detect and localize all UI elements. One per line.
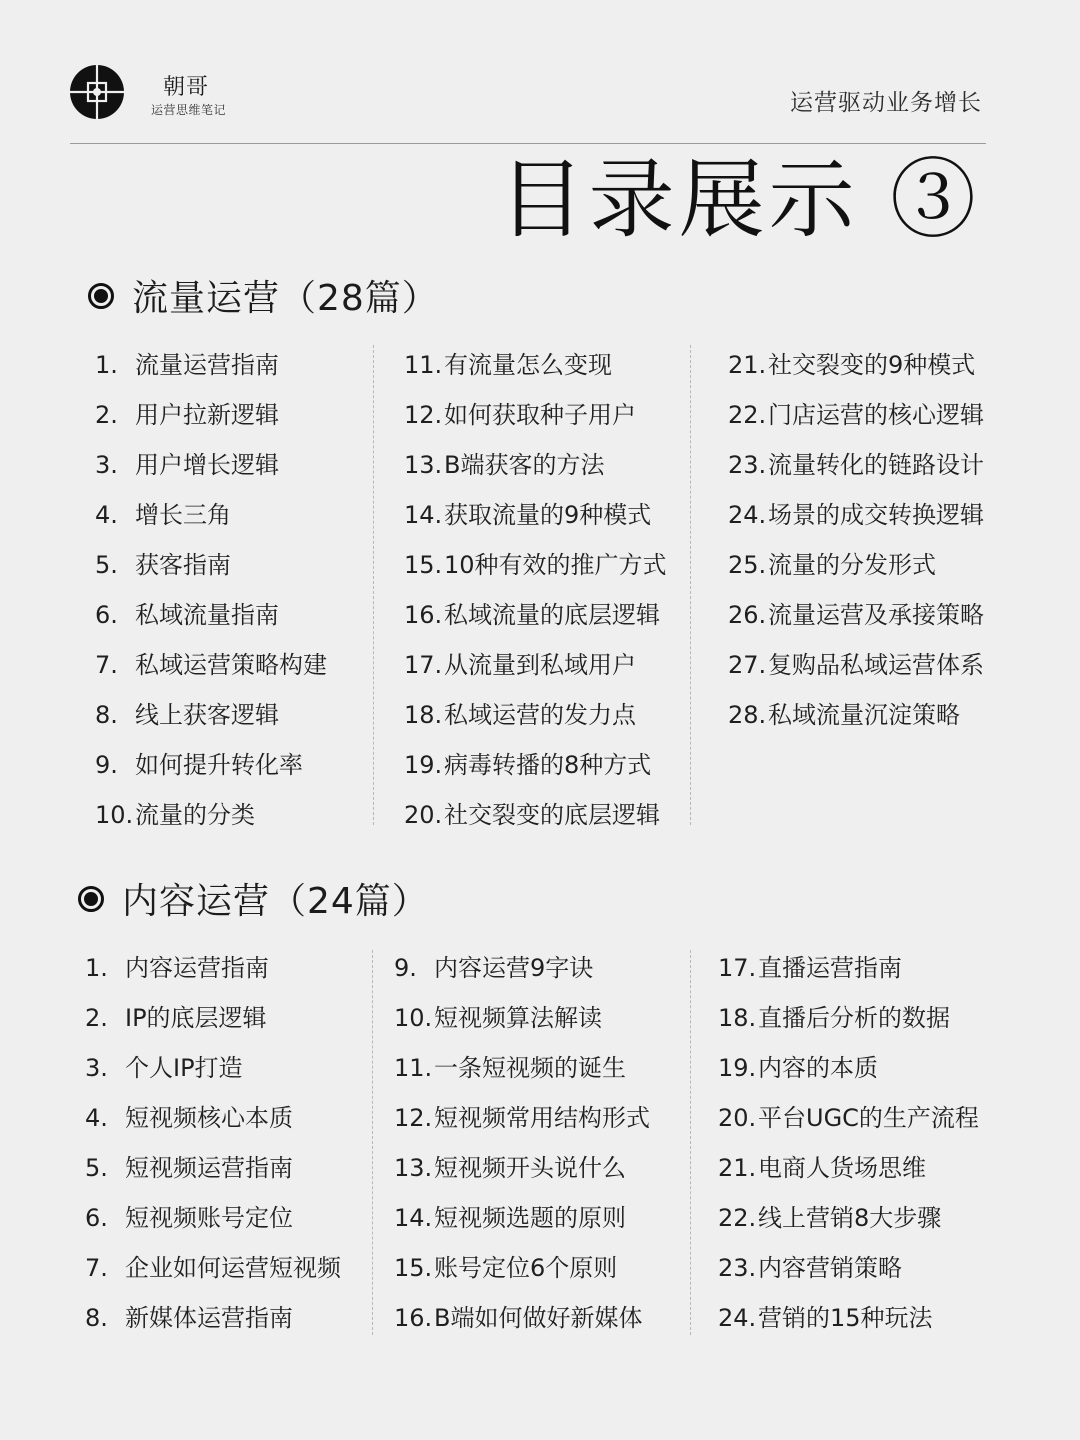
radio-bullet-icon <box>78 886 104 912</box>
toc-item-title: 私域流量的底层逻辑 <box>444 601 660 629</box>
toc-item-number: 6. <box>95 601 118 629</box>
toc-item <box>95 440 327 490</box>
toc-item-number: 1. <box>85 954 108 982</box>
toc-item-number: 23. <box>718 1254 757 1282</box>
toc-item-title: 账号定位6个原则 <box>434 1254 618 1282</box>
toc-item <box>404 340 667 390</box>
toc-item-number: 4. <box>95 501 118 529</box>
toc-item-title: 场景的成交转换逻辑 <box>768 501 984 529</box>
toc-item-number: 7. <box>85 1254 108 1282</box>
toc-item-title: 有流量怎么变现 <box>444 351 612 379</box>
column-divider <box>690 950 691 1335</box>
slogan: 运营驱动业务增长 <box>790 90 982 116</box>
toc-item-title: 电商人货场思维 <box>758 1154 926 1182</box>
toc-item-title: 社交裂变的底层逻辑 <box>444 801 660 829</box>
toc-item-number: 21. <box>728 351 767 379</box>
toc-item-title: 短视频选题的原则 <box>434 1204 626 1232</box>
toc-item <box>404 390 667 440</box>
toc-item-title: 短视频常用结构形式 <box>434 1104 650 1132</box>
toc-item <box>85 1143 341 1193</box>
toc-item <box>728 490 984 540</box>
toc-item-number: 17. <box>404 651 443 679</box>
toc-item-number: 27. <box>728 651 767 679</box>
toc-item <box>95 590 327 640</box>
toc-item-number: 24. <box>728 501 767 529</box>
toc-item-number: 14. <box>394 1204 433 1232</box>
toc-item-number: 8. <box>85 1304 108 1332</box>
logo-icon <box>70 65 124 119</box>
toc-item-title: 如何获取种子用户 <box>444 401 636 429</box>
toc-item-title: 线上营销8大步骤 <box>758 1204 942 1232</box>
toc-item-number: 28. <box>728 701 767 729</box>
toc-item-title: 内容营销策略 <box>758 1254 902 1282</box>
toc-item-number: 15. <box>404 551 443 579</box>
toc-item <box>718 1043 979 1093</box>
toc-item <box>728 590 984 640</box>
toc-item <box>95 640 327 690</box>
toc-item-title: 内容运营指南 <box>125 954 269 982</box>
toc-item <box>728 540 984 590</box>
section-heading-traffic <box>88 270 439 321</box>
toc-item-number: 9. <box>394 954 417 982</box>
toc-item <box>728 640 984 690</box>
toc-item <box>394 1293 650 1343</box>
toc-column <box>85 943 341 1343</box>
toc-item-number: 5. <box>85 1154 108 1182</box>
column-divider <box>690 345 691 825</box>
toc-item <box>85 1093 341 1143</box>
toc-column <box>404 340 667 840</box>
toc-item <box>95 540 327 590</box>
toc-item-number: 12. <box>394 1104 433 1132</box>
toc-column <box>728 340 984 740</box>
toc-item <box>85 943 341 993</box>
toc-item-title: 短视频开头说什么 <box>434 1154 626 1182</box>
toc-item-title: B端如何做好新媒体 <box>434 1304 643 1332</box>
toc-item <box>95 390 327 440</box>
toc-item <box>718 1093 979 1143</box>
toc-item-title: 私域运营的发力点 <box>444 701 636 729</box>
toc-item-number: 7. <box>95 651 118 679</box>
toc-item-title: 流量运营及承接策略 <box>768 601 984 629</box>
column-divider <box>373 345 374 825</box>
header-divider <box>70 143 986 144</box>
toc-item <box>95 490 327 540</box>
toc-item-number: 16. <box>404 601 443 629</box>
toc-item <box>728 440 984 490</box>
toc-item-title: B端获客的方法 <box>444 451 605 479</box>
toc-item-number: 6. <box>85 1204 108 1232</box>
toc-item-title: IP的底层逻辑 <box>125 1004 267 1032</box>
toc-item-title: 新媒体运营指南 <box>125 1304 293 1332</box>
toc-item-title: 如何提升转化率 <box>135 751 303 779</box>
section-title: 流量运营（28篇） <box>132 278 439 319</box>
toc-item <box>85 1293 341 1343</box>
toc-item-title: 短视频核心本质 <box>125 1104 293 1132</box>
toc-item-title: 门店运营的核心逻辑 <box>768 401 984 429</box>
toc-item <box>718 1243 979 1293</box>
toc-item-number: 9. <box>95 751 118 779</box>
toc-item <box>95 740 327 790</box>
toc-item-title: 营销的15种玩法 <box>758 1304 933 1332</box>
brand-subtitle: 运营思维笔记 <box>151 103 227 117</box>
toc-item-title: 短视频算法解读 <box>434 1004 602 1032</box>
toc-item <box>394 1143 650 1193</box>
toc-item-title: 从流量到私域用户 <box>444 651 636 679</box>
toc-item-title: 复购品私域运营体系 <box>768 651 984 679</box>
toc-item <box>404 440 667 490</box>
toc-item-title: 线上获客逻辑 <box>135 701 279 729</box>
toc-item <box>404 790 667 840</box>
toc-item-number: 13. <box>394 1154 433 1182</box>
toc-item-number: 10. <box>95 801 134 829</box>
toc-item <box>728 690 984 740</box>
toc-item-title: 内容的本质 <box>758 1054 878 1082</box>
toc-item-title: 直播运营指南 <box>758 954 902 982</box>
toc-item <box>718 943 979 993</box>
toc-item <box>404 590 667 640</box>
toc-item <box>404 740 667 790</box>
toc-item-title: 内容运营9字诀 <box>434 954 594 982</box>
toc-item-title: 一条短视频的诞生 <box>434 1054 626 1082</box>
toc-item-title: 流量转化的链路设计 <box>768 451 984 479</box>
toc-item-number: 18. <box>718 1004 757 1032</box>
toc-item-title: 个人IP打造 <box>125 1054 243 1082</box>
toc-item <box>394 943 650 993</box>
toc-item-number: 14. <box>404 501 443 529</box>
toc-item <box>728 340 984 390</box>
toc-item <box>718 1293 979 1343</box>
toc-item-number: 21. <box>718 1154 757 1182</box>
toc-item-number: 1. <box>95 351 118 379</box>
toc-item-number: 17. <box>718 954 757 982</box>
toc-column <box>718 943 979 1343</box>
toc-item-number: 19. <box>404 751 443 779</box>
brand-name: 朝哥 <box>163 75 210 100</box>
toc-item <box>728 390 984 440</box>
toc-item-number: 5. <box>95 551 118 579</box>
toc-item <box>85 993 341 1043</box>
toc-item <box>95 340 327 390</box>
toc-item-title: 增长三角 <box>135 501 231 529</box>
toc-item <box>95 690 327 740</box>
toc-item-number: 18. <box>404 701 443 729</box>
toc-item <box>394 1093 650 1143</box>
toc-item-title: 流量运营指南 <box>135 351 279 379</box>
toc-item <box>85 1193 341 1243</box>
toc-item <box>404 690 667 740</box>
toc-item-title: 直播后分析的数据 <box>758 1004 950 1032</box>
toc-item <box>404 490 667 540</box>
toc-item-number: 12. <box>404 401 443 429</box>
toc-item-number: 10. <box>394 1004 433 1032</box>
toc-item-number: 2. <box>95 401 118 429</box>
toc-item-title: 病毒转播的8种方式 <box>444 751 652 779</box>
toc-item <box>394 1193 650 1243</box>
section-title: 内容运营（24篇） <box>122 881 429 922</box>
toc-item-title: 私域运营策略构建 <box>135 651 327 679</box>
radio-bullet-icon <box>88 283 114 309</box>
toc-item-number: 20. <box>718 1104 757 1132</box>
toc-item-number: 11. <box>404 351 443 379</box>
toc-item-number: 4. <box>85 1104 108 1132</box>
toc-item-number: 2. <box>85 1004 108 1032</box>
toc-item <box>394 1043 650 1093</box>
toc-item <box>718 1193 979 1243</box>
section-heading-content <box>78 873 429 924</box>
toc-item-title: 用户增长逻辑 <box>135 451 279 479</box>
toc-item <box>718 1143 979 1193</box>
toc-item-number: 25. <box>728 551 767 579</box>
toc-item-number: 20. <box>404 801 443 829</box>
toc-item-number: 3. <box>85 1054 108 1082</box>
toc-item-number: 11. <box>394 1054 433 1082</box>
toc-item <box>95 790 327 840</box>
toc-item-number: 22. <box>718 1204 757 1232</box>
toc-item-number: 3. <box>95 451 118 479</box>
column-divider <box>372 950 373 1335</box>
toc-item-title: 短视频账号定位 <box>125 1204 293 1232</box>
toc-item-title: 私域流量沉淀策略 <box>768 701 960 729</box>
toc-item <box>404 640 667 690</box>
toc-item-title: 获取流量的9种模式 <box>444 501 652 529</box>
toc-item <box>85 1043 341 1093</box>
page-title: 目录展示 ③ <box>498 150 980 250</box>
toc-item-title: 私域流量指南 <box>135 601 279 629</box>
toc-item-title: 社交裂变的9种模式 <box>768 351 976 379</box>
toc-item-title: 10种有效的推广方式 <box>444 551 667 579</box>
toc-item-title: 用户拉新逻辑 <box>135 401 279 429</box>
toc-item-number: 23. <box>728 451 767 479</box>
toc-item <box>404 540 667 590</box>
toc-item-number: 15. <box>394 1254 433 1282</box>
toc-item-number: 26. <box>728 601 767 629</box>
toc-item <box>718 993 979 1043</box>
toc-item-number: 16. <box>394 1304 433 1332</box>
toc-item-title: 获客指南 <box>135 551 231 579</box>
toc-item-title: 企业如何运营短视频 <box>125 1254 341 1282</box>
toc-item <box>394 993 650 1043</box>
toc-item-number: 13. <box>404 451 443 479</box>
toc-item-title: 短视频运营指南 <box>125 1154 293 1182</box>
toc-item-number: 22. <box>728 401 767 429</box>
toc-item-title: 平台UGC的生产流程 <box>758 1104 979 1132</box>
toc-item-number: 19. <box>718 1054 757 1082</box>
toc-column <box>394 943 650 1343</box>
toc-item-number: 8. <box>95 701 118 729</box>
toc-item-number: 24. <box>718 1304 757 1332</box>
toc-item <box>394 1243 650 1293</box>
toc-column <box>95 340 327 840</box>
toc-item-title: 流量的分发形式 <box>768 551 936 579</box>
toc-item <box>85 1243 341 1293</box>
toc-item-title: 流量的分类 <box>135 801 255 829</box>
